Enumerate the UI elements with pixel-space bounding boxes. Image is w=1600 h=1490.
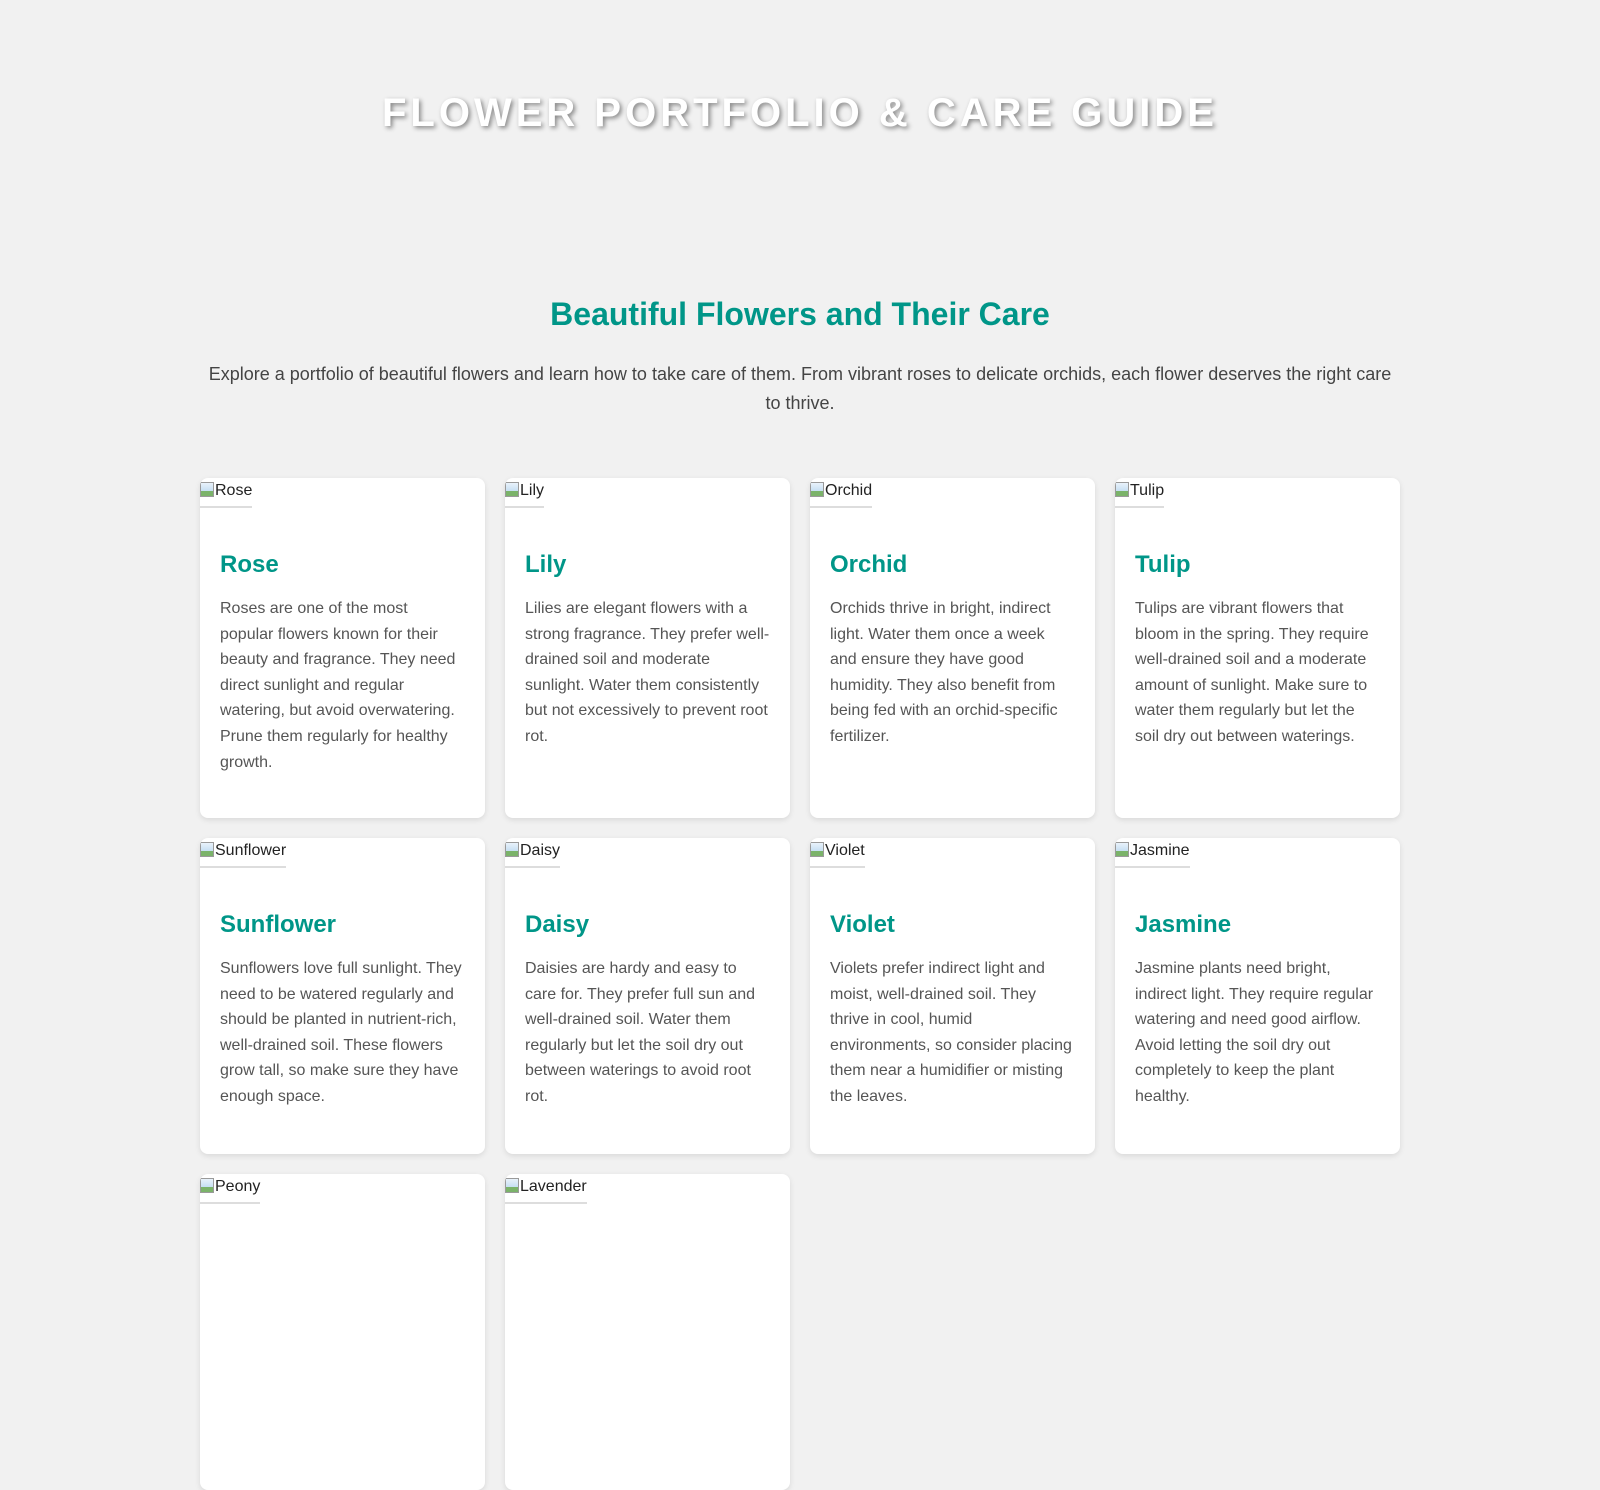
- flower-image-lily: [505, 478, 544, 508]
- image-alt-text: Peony: [215, 1178, 261, 1195]
- image-alt-text: Sunflower: [215, 842, 287, 859]
- card-body: [505, 508, 790, 770]
- flower-card-sunflower: [200, 838, 485, 1154]
- image-alt-text: Violet: [825, 842, 865, 859]
- flower-name: Tulip: [1135, 551, 1191, 578]
- flower-card-orchid: [810, 478, 1095, 818]
- flower-description: Orchids thrive in bright, indirect light. Water them once a week and ensure they have good humidity. They also benefit from being fed with an orchid-specific fertilizer.: [830, 600, 1058, 745]
- flower-image-sunflower: [200, 838, 286, 868]
- broken-image-icon: [200, 1177, 214, 1193]
- section-intro: Explore a portfolio of beautiful flowers and learn how to take care of them. From vibrant roses to delicate orchids, each flower deserves the right care to thrive.: [208, 364, 1392, 413]
- flower-description: Daisies are hardy and easy to care for. They prefer full sun and well-drained soil. Water them regularly but let the soil dry out between waterings to avoid root rot.: [525, 960, 756, 1105]
- card-body: [810, 508, 1095, 770]
- flower-card-rose: [200, 478, 485, 818]
- flower-description: Jasmine plants need bright, indirect light. They require regular watering and need good airflow. Avoid letting the soil dry out completely to keep the plant healthy.: [1135, 960, 1374, 1105]
- flower-grid: [200, 478, 1400, 1490]
- flower-image-violet: [810, 838, 865, 868]
- flower-name: Daisy: [525, 911, 590, 938]
- broken-image-icon: [1115, 481, 1129, 497]
- flower-description: Tulips are vibrant flowers that bloom in the spring. They require well-drained soil and a moderate amount of sunlight. Make sure to water them regularly but let the soil dry out between waterings.: [1135, 600, 1369, 745]
- broken-image-icon: [810, 481, 824, 497]
- card-body: [200, 508, 485, 795]
- flower-name: Violet: [830, 911, 895, 938]
- flower-card-jasmine: [1115, 838, 1400, 1154]
- image-alt-text: Lily: [520, 482, 545, 499]
- image-alt-text: Daisy: [520, 842, 561, 859]
- flower-image-rose: [200, 478, 252, 508]
- main-content: [200, 230, 1400, 1490]
- broken-image-icon: [505, 841, 519, 857]
- flower-name: Orchid: [830, 551, 908, 578]
- flower-name: Jasmine: [1135, 911, 1232, 938]
- flower-image-orchid: [810, 478, 872, 508]
- broken-image-icon: [1115, 841, 1129, 857]
- flower-name: Sunflower: [220, 911, 337, 938]
- image-alt-text: Rose: [215, 482, 253, 499]
- flower-image-jasmine: [1115, 838, 1190, 868]
- flower-card-daisy: [505, 838, 790, 1154]
- card-body: [1115, 868, 1400, 1130]
- broken-image-icon: [200, 841, 214, 857]
- flower-description: Violets prefer indirect light and moist, well-drained soil. They thrive in cool, humid environments, so consider placing them near a humidifier or misting the leaves.: [830, 960, 1072, 1105]
- site-title: FLOWER PORTFOLIO & CARE GUIDE: [382, 91, 1218, 135]
- flower-description: Sunflowers love full sunlight. They need to be watered regularly and should be planted in nutrient-rich, well-drained soil. These flowers grow tall, so make sure they have enough space.: [220, 960, 462, 1105]
- card-body: [505, 868, 790, 1130]
- flower-image-tulip: [1115, 478, 1164, 508]
- flower-card-tulip: [1115, 478, 1400, 818]
- image-alt-text: Lavender: [520, 1178, 587, 1195]
- image-alt-text: Jasmine: [1130, 842, 1190, 859]
- image-alt-text: Tulip: [1130, 482, 1165, 499]
- site-header: [0, 0, 1600, 230]
- broken-image-icon: [810, 841, 824, 857]
- card-body: [810, 868, 1095, 1130]
- flower-card-lily: [505, 478, 790, 818]
- card-body: [1115, 508, 1400, 770]
- flower-image-daisy: [505, 838, 560, 868]
- flower-card-lavender: [505, 1174, 790, 1490]
- card-body: [200, 868, 485, 1130]
- flower-description: Lilies are elegant flowers with a strong fragrance. They prefer well-drained soil and moderate sunlight. Water them consistently but not excessively to prevent root rot.: [525, 600, 770, 745]
- flower-name: Lily: [525, 551, 567, 578]
- image-alt-text: Orchid: [825, 482, 873, 499]
- flower-description: Roses are one of the most popular flowers known for their beauty and fragrance. They need direct sunlight and regular watering, but avoid overwatering. Prune them regularly for healthy growth.: [220, 600, 456, 771]
- broken-image-icon: [200, 481, 214, 497]
- flower-name: Rose: [220, 551, 279, 578]
- flower-card-peony: [200, 1174, 485, 1490]
- broken-image-icon: [505, 481, 519, 497]
- broken-image-icon: [505, 1177, 519, 1193]
- section-title: Beautiful Flowers and Their Care: [550, 296, 1050, 332]
- flower-card-violet: [810, 838, 1095, 1154]
